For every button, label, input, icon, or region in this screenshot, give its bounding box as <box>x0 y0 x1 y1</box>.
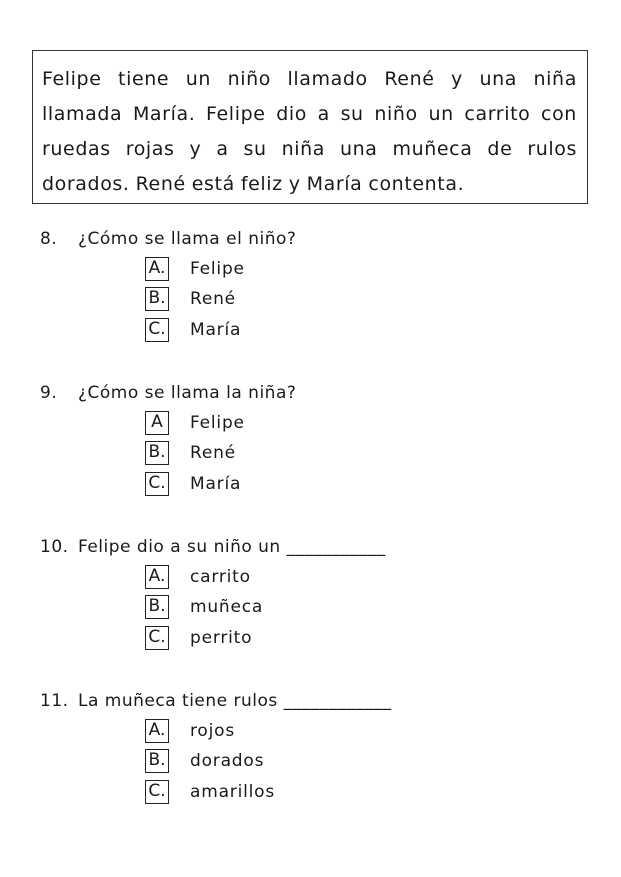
option-letter-box[interactable]: A <box>145 411 169 435</box>
option-b[interactable] <box>145 749 345 773</box>
option-text: Felipe <box>190 413 245 433</box>
passage-word: su <box>340 103 364 125</box>
option-b[interactable] <box>145 441 345 465</box>
passage-word: y <box>189 138 202 160</box>
option-text: María <box>190 474 242 494</box>
question-text: La muñeca tiene rulos ____________ <box>78 691 392 711</box>
passage-line <box>42 97 577 132</box>
option-letter-box[interactable]: B. <box>145 287 169 311</box>
passage-word: Felipe <box>206 103 266 125</box>
question-9 <box>40 383 600 494</box>
option-text: dorados <box>190 751 265 771</box>
option-b[interactable] <box>145 595 345 619</box>
option-a[interactable] <box>145 257 345 281</box>
passage-word: con <box>541 103 577 125</box>
passage-word: René <box>384 68 435 90</box>
question-text: ¿Cómo se llama la niña? <box>78 383 297 403</box>
passage-word: y <box>451 68 463 90</box>
option-letter-box[interactable]: A. <box>145 257 169 281</box>
option-letter-box[interactable]: C. <box>145 626 169 650</box>
option-letter-box[interactable]: C. <box>145 318 169 342</box>
option-text: amarillos <box>190 782 276 802</box>
passage-line <box>42 62 577 97</box>
passage-word: un <box>185 68 212 90</box>
passage-word: René <box>135 173 186 195</box>
option-letter-box[interactable]: B. <box>145 441 169 465</box>
option-text: René <box>190 443 236 463</box>
option-text: René <box>190 289 236 309</box>
passage-word: tiene <box>118 68 170 90</box>
passage-word: dorados. <box>42 173 130 195</box>
option-a[interactable] <box>145 719 345 743</box>
question-number: 9. <box>40 383 58 403</box>
passage-word: niña <box>281 138 326 160</box>
question-prompt <box>40 691 600 711</box>
option-text: rojos <box>190 721 235 741</box>
option-letter-box[interactable]: C. <box>145 780 169 804</box>
option-letter-box[interactable]: C. <box>145 472 169 496</box>
option-text: perrito <box>190 628 253 648</box>
option-b[interactable] <box>145 287 345 311</box>
option-text: María <box>190 320 242 340</box>
passage-word: dio <box>276 103 307 125</box>
passage-word: y <box>288 173 301 195</box>
question-number: 10. <box>40 537 69 557</box>
option-c[interactable] <box>145 318 345 342</box>
option-text: carrito <box>190 567 251 587</box>
passage-word: una <box>339 138 378 160</box>
option-c[interactable] <box>145 472 345 496</box>
question-number: 11. <box>40 691 69 711</box>
question-8 <box>40 229 600 340</box>
passage-word: feliz <box>240 173 283 195</box>
passage-word: rojas <box>125 138 175 160</box>
question-text: ¿Cómo se llama el niño? <box>78 229 297 249</box>
passage-word: a <box>317 103 330 125</box>
question-10 <box>40 537 600 648</box>
passage-word: una <box>479 68 517 90</box>
passage-word: contenta. <box>368 173 465 195</box>
option-letter-box[interactable]: A. <box>145 565 169 589</box>
question-text: Felipe dio a su niño un ___________ <box>78 537 386 557</box>
question-number: 8. <box>40 229 58 249</box>
option-letter-box[interactable]: A. <box>145 719 169 743</box>
option-text: muñeca <box>190 597 264 617</box>
passage-word: está <box>191 173 235 195</box>
passage-line <box>42 132 577 167</box>
question-11 <box>40 691 600 802</box>
option-c[interactable] <box>145 780 345 804</box>
passage-line <box>42 167 577 202</box>
passage-word: María <box>306 173 363 195</box>
option-c[interactable] <box>145 626 345 650</box>
option-text: Felipe <box>190 259 245 279</box>
passage-word: niña <box>533 68 577 90</box>
passage-word: rulos <box>527 138 577 160</box>
passage-word: niño <box>227 68 271 90</box>
question-prompt <box>40 383 600 403</box>
passage-word: un <box>428 103 454 125</box>
option-a[interactable] <box>145 565 345 589</box>
question-prompt <box>40 537 600 557</box>
option-a[interactable] <box>145 411 345 435</box>
passage-word: llamada <box>42 103 123 125</box>
passage-word: muñeca <box>392 138 473 160</box>
passage-word: niño <box>374 103 418 125</box>
passage-word: ruedas <box>42 138 111 160</box>
passage-word: de <box>487 138 513 160</box>
reading-passage <box>32 50 588 204</box>
passage-word: carrito <box>464 103 531 125</box>
passage-word: su <box>243 138 267 160</box>
question-prompt <box>40 229 600 249</box>
passage-word: a <box>216 138 229 160</box>
passage-word: llamado <box>287 68 368 90</box>
passage-word: María. <box>132 103 196 125</box>
passage-word: Felipe <box>42 68 102 90</box>
option-letter-box[interactable]: B. <box>145 595 169 619</box>
option-letter-box[interactable]: B. <box>145 749 169 773</box>
